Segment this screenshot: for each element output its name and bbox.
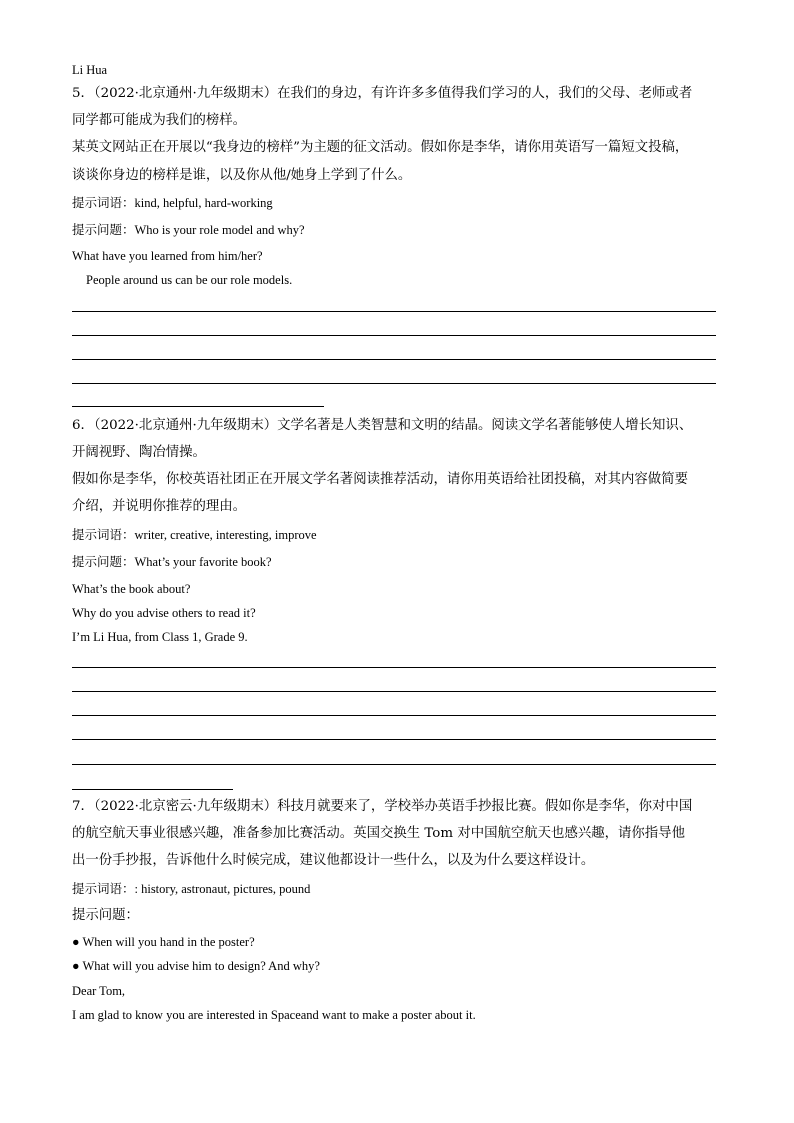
q6-hint-question-3: Why do you advise others to read it? bbox=[72, 606, 256, 620]
q7-bullet-question-1: ● When will you hand in the poster? bbox=[72, 935, 255, 949]
q5-answer-line bbox=[72, 335, 716, 336]
q6-hint-words: 提示词语：writer, creative, interesting, improve bbox=[72, 528, 317, 542]
q5-answer-line bbox=[72, 383, 716, 384]
q5-hint-question-2: What have you learned from him/her? bbox=[72, 249, 263, 263]
q6-prompt-line-3: 假如你是李华，你校英语社团正在开展文学名著阅读推荐活动，请你用英语给社团投稿，对其内容做简要 bbox=[72, 472, 688, 487]
q7-hint-words: 提示词语：: history, astronaut, pictures, pound bbox=[72, 882, 311, 896]
q5-answer-line-short bbox=[72, 406, 324, 407]
q6-prompt-line-2: 开阔视野、陶冶情操。 bbox=[72, 445, 206, 460]
q7-bullet-question-2: ● What will you advise him to design? And why? bbox=[72, 959, 320, 973]
q5-answer-line bbox=[72, 359, 716, 360]
q7-hint-question-label: 提示问题： bbox=[72, 908, 139, 923]
q5-prompt-line-4: 谈谈你身边的榜样是谁，以及你从他/她身上学到了什么。 bbox=[72, 168, 412, 183]
q5-hint-words: 提示词语：kind, helpful, hard-working bbox=[72, 196, 273, 210]
q6-answer-line bbox=[72, 715, 716, 716]
q6-prompt-line-1: 6．（2022·北京通州·九年级期末）文学名著是人类智慧和文明的结晶。阅读文学名著能够使人增长知识、 bbox=[72, 418, 693, 433]
q5-prompt-line-3: 某英文网站正在开展以“我身边的榜样”为主题的征文活动。假如你是李华，请你用英语写一篇短文投稿， bbox=[72, 140, 689, 155]
q6-starter-sentence: I’m Li Hua, from Class 1, Grade 9. bbox=[72, 630, 248, 644]
q5-prompt-line-2: 同学都可能成为我们的榜样。 bbox=[72, 113, 247, 128]
q5-prompt-line-1: 5．（2022·北京通州·九年级期末）在我们的身边，有许许多多值得我们学习的人，我们的父母、老师或者 bbox=[72, 86, 693, 101]
q6-answer-line bbox=[72, 739, 716, 740]
q6-hint-question-1: 提示问题：What’s your favorite book? bbox=[72, 555, 272, 569]
q5-starter-sentence: People around us can be our role models. bbox=[86, 273, 293, 287]
q6-hint-question-2: What’s the book about? bbox=[72, 582, 191, 596]
q7-prompt-line-2: 的航空航天事业很感兴趣，准备参加比赛活动。英国交换生 Tom 对中国航空航天也感兴趣，请你指导他 bbox=[72, 826, 685, 841]
q7-prompt-line-1: 7．（2022·北京密云·九年级期末）科技月就要来了，学校举办英语手抄报比赛。假如你是李华，你对中国 bbox=[72, 799, 693, 814]
q7-starter-sentence: I am glad to know you are interested in Spaceand want to make a poster about it. bbox=[72, 1008, 476, 1022]
q6-answer-line bbox=[72, 764, 716, 765]
signature-li-hua: Li Hua bbox=[72, 63, 108, 77]
q6-answer-line bbox=[72, 691, 716, 692]
q5-hint-question-1: 提示问题：Who is your role model and why? bbox=[72, 223, 305, 237]
q7-letter-greeting: Dear Tom, bbox=[72, 984, 126, 998]
q7-prompt-line-3: 出一份手抄报，告诉他什么时候完成，建议他都设计一些什么，以及为什么要这样设计。 bbox=[72, 853, 595, 868]
q5-answer-line bbox=[72, 311, 716, 312]
q6-answer-line-short bbox=[72, 789, 233, 790]
q6-prompt-line-4: 介绍，并说明你推荐的理由。 bbox=[72, 499, 247, 514]
q6-answer-line bbox=[72, 667, 716, 668]
